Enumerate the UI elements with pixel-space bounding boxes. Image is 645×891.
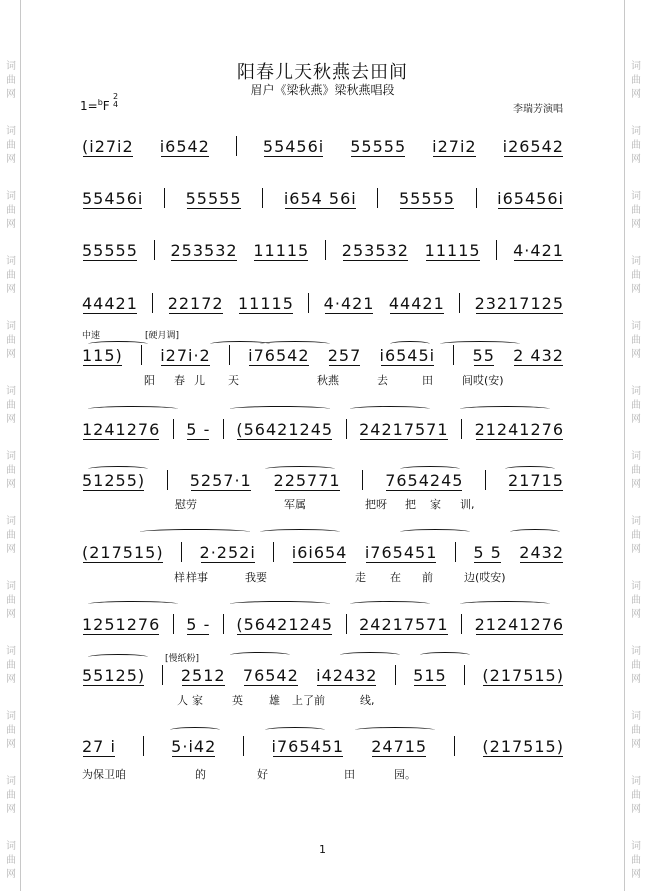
bar-line (262, 188, 263, 208)
note-group: 24217571 (359, 419, 449, 439)
slur-mark (230, 652, 290, 658)
slur-mark (260, 341, 330, 347)
note-group: i654 56i (283, 188, 357, 208)
section-mark-1: [硬月调] (145, 331, 180, 341)
lyric-word: 把 (405, 498, 416, 511)
note-group: 11115 (253, 240, 310, 260)
watermark-char: 词 (6, 191, 16, 202)
key-flat: b (97, 98, 103, 107)
lyric-word: 样事 (186, 571, 208, 584)
note-group: 515 (413, 665, 447, 685)
slur-mark (230, 406, 330, 412)
watermark-char: 词 (6, 451, 16, 462)
watermark-char: 词 (631, 321, 641, 332)
note-group: 24217571 (359, 614, 449, 634)
lyric-word: 训, (460, 498, 475, 511)
watermark-char: 曲 (631, 400, 641, 411)
note-group: (217515) (482, 736, 564, 756)
watermark-char: 曲 (6, 205, 16, 216)
lyric-word: 家 (192, 694, 203, 707)
lyric-line (82, 569, 564, 583)
watermark-char: 曲 (631, 595, 641, 606)
bar-line (173, 419, 174, 439)
note-group: (56421245 (236, 419, 334, 439)
lyric-line (82, 766, 564, 780)
bar-line (453, 345, 454, 365)
bar-line (308, 293, 309, 313)
slur-mark (510, 529, 560, 535)
slur-mark (460, 601, 550, 607)
watermark-char: 词 (6, 386, 16, 397)
note-group: 2512 (180, 665, 226, 685)
note-group: 76542 (242, 665, 299, 685)
notation-row (82, 188, 564, 208)
slur-mark (350, 406, 430, 412)
lyric-word: 田 (344, 768, 355, 781)
watermark-char: 曲 (6, 335, 16, 346)
watermark-char: 词 (6, 126, 16, 137)
notation-row (82, 419, 564, 439)
lyric-word: 秋燕 (317, 374, 339, 387)
lyric-word: 样 (174, 571, 185, 584)
note-group: 55555 (350, 136, 407, 156)
bar-line (476, 188, 477, 208)
note-group: i765451 (271, 736, 345, 756)
note-group: 5 - (186, 614, 211, 634)
lyric-word: 春 (174, 374, 185, 387)
note-group: i42432 (316, 665, 378, 685)
note-group: 5 5 (473, 542, 502, 562)
note-group: 44421 (82, 293, 138, 313)
note-group: 11115 (237, 293, 294, 313)
lyric-word: 上了前 (292, 694, 325, 707)
lyric-word: 好 (257, 768, 268, 781)
note-group: 24715 (371, 736, 428, 756)
lyric-word: 英 (232, 694, 243, 707)
slur-mark (88, 601, 178, 607)
lyric-word: 慰劳 (175, 498, 197, 511)
key-prefix: 1= (80, 99, 98, 113)
note-group: i27i·2 (160, 345, 211, 365)
bar-line (141, 345, 142, 365)
bar-line (223, 614, 224, 634)
slur-mark (340, 652, 400, 658)
lyric-word: 间哎(安) (462, 374, 504, 387)
watermark-char: 网 (6, 609, 16, 620)
watermark-char: 曲 (631, 75, 641, 86)
slur-mark (88, 341, 148, 347)
slur-mark (265, 727, 325, 733)
slur-mark (88, 406, 178, 412)
note-group: 55555 (398, 188, 455, 208)
lyric-word: 去 (377, 374, 388, 387)
note-group: 21241276 (474, 614, 564, 634)
note-group: 2 432 (513, 345, 564, 365)
watermark-char: 网 (6, 349, 16, 360)
watermark-char: 网 (631, 869, 641, 880)
meter-top: 2 (113, 92, 119, 101)
watermark-char: 曲 (6, 725, 16, 736)
watermark-char: 网 (631, 284, 641, 295)
note-group: i6545i (379, 345, 436, 365)
slur-mark (88, 654, 148, 660)
note-group: 23217125 (474, 293, 564, 313)
note-group: 51255) (82, 470, 146, 490)
bar-line (143, 736, 144, 756)
note-group: i765451 (364, 542, 438, 562)
watermark-char: 曲 (631, 790, 641, 801)
watermark-char: 网 (6, 804, 16, 815)
lyric-word: 边(哎安) (464, 571, 506, 584)
notation-row (82, 665, 564, 685)
watermark-char: 网 (6, 479, 16, 490)
watermark-char: 曲 (631, 140, 641, 151)
watermark-char: 网 (6, 219, 16, 230)
slur-mark (170, 727, 220, 733)
watermark-char: 词 (631, 841, 641, 852)
note-group: i27i2 (432, 136, 477, 156)
watermark-char: 网 (631, 414, 641, 425)
time-signature (113, 93, 118, 109)
slur-mark (355, 727, 435, 733)
watermark-char: 网 (631, 349, 641, 360)
bar-line (346, 614, 347, 634)
note-group: 4·421 (323, 293, 375, 313)
bar-line (229, 345, 230, 365)
bar-line (496, 240, 497, 260)
note-group: 253532 (341, 240, 409, 260)
notation-row (82, 614, 564, 634)
slur-mark (420, 652, 470, 658)
note-group: 11115 (424, 240, 481, 260)
watermark-char: 曲 (6, 140, 16, 151)
watermark-char: 网 (631, 609, 641, 620)
watermark-char: 词 (631, 581, 641, 592)
key-signature (80, 98, 110, 113)
watermark-char: 词 (631, 386, 641, 397)
lyric-word: 人 (177, 694, 188, 707)
note-group: 55 (472, 345, 495, 365)
watermark-char: 曲 (631, 660, 641, 671)
bar-line (162, 665, 163, 685)
slur-mark (440, 341, 520, 347)
bar-line (377, 188, 378, 208)
lyric-word: 为保卫咱 (82, 768, 126, 781)
watermark-char: 网 (6, 544, 16, 555)
bar-line (362, 470, 363, 490)
slur-mark (88, 466, 148, 472)
watermark-char: 曲 (6, 75, 16, 86)
note-group: 1251276 (82, 614, 161, 634)
watermark-char: 网 (631, 804, 641, 815)
slur-mark (350, 601, 430, 607)
watermark-char: 网 (631, 89, 641, 100)
lyric-word: 家 (430, 498, 441, 511)
watermark-char: 曲 (6, 660, 16, 671)
bar-line (173, 614, 174, 634)
notation-row (82, 542, 564, 562)
notation-row (82, 736, 564, 756)
note-group: 27 i (82, 736, 116, 756)
watermark-char: 曲 (631, 725, 641, 736)
slur-mark (400, 529, 470, 535)
watermark-char: 网 (631, 479, 641, 490)
bar-line (167, 470, 168, 490)
watermark-char: 词 (631, 256, 641, 267)
watermark-char: 曲 (6, 270, 16, 281)
watermark-char: 网 (6, 739, 16, 750)
note-group: 5257·1 (189, 470, 252, 490)
bar-line (454, 736, 455, 756)
bar-line (181, 542, 182, 562)
watermark-char: 词 (631, 451, 641, 462)
watermark-char: 词 (6, 321, 16, 332)
watermark-char: 网 (631, 219, 641, 230)
slur-mark (230, 601, 330, 607)
watermark-char: 词 (6, 516, 16, 527)
lyric-word: 雄 (269, 694, 280, 707)
lyric-line (82, 496, 564, 510)
watermark-char: 词 (6, 61, 16, 72)
bar-line (325, 240, 326, 260)
note-group: 44421 (388, 293, 445, 313)
lyric-word: 线, (360, 694, 375, 707)
watermark-char: 曲 (6, 400, 16, 411)
watermark-char: 曲 (6, 530, 16, 541)
lyric-word: 军属 (284, 498, 306, 511)
watermark-char: 词 (631, 191, 641, 202)
lyric-word: 儿 (194, 374, 205, 387)
slur-mark (505, 466, 555, 472)
note-group: i6542 (159, 136, 210, 156)
note-group: 21715 (508, 470, 564, 490)
lyric-word: 的 (195, 768, 206, 781)
watermark-char: 曲 (6, 855, 16, 866)
watermark-char: 网 (6, 284, 16, 295)
notation-row (82, 240, 564, 260)
bar-line (459, 293, 460, 313)
watermark-char: 网 (6, 674, 16, 685)
watermark-char: 网 (6, 869, 16, 880)
notation-row (82, 470, 564, 490)
watermark-char: 词 (631, 516, 641, 527)
lyric-word: 园。 (394, 768, 416, 781)
watermark-char: 曲 (6, 595, 16, 606)
note-group: 253532 (170, 240, 238, 260)
watermark-char: 网 (631, 739, 641, 750)
slur-mark (140, 529, 250, 535)
note-group: (217515) (482, 665, 564, 685)
note-group: (217515) (82, 542, 164, 562)
watermark-column-left (2, 0, 20, 891)
bar-line (461, 419, 462, 439)
watermark-char: 曲 (631, 335, 641, 346)
watermark-char: 词 (631, 646, 641, 657)
bar-line (455, 542, 456, 562)
slur-mark (460, 406, 550, 412)
watermark-char: 词 (6, 646, 16, 657)
watermark-char: 词 (6, 776, 16, 787)
watermark-char: 词 (6, 711, 16, 722)
note-group: (56421245 (236, 614, 334, 634)
note-group: 2·252i (199, 542, 256, 562)
lyric-word: 田 (422, 374, 433, 387)
lyric-word: 阳 (144, 374, 155, 387)
watermark-char: 曲 (631, 205, 641, 216)
watermark-char: 词 (6, 841, 16, 852)
tempo-mark: 中速 (82, 331, 101, 341)
watermark-char: 网 (631, 154, 641, 165)
lyric-word: 把呀 (365, 498, 387, 511)
watermark-char: 曲 (631, 465, 641, 476)
watermark-char: 网 (6, 89, 16, 100)
note-group: i76542 (248, 345, 310, 365)
note-group: i65456i (497, 188, 564, 208)
note-group: 115) (82, 345, 123, 365)
watermark-char: 曲 (6, 465, 16, 476)
watermark-char: 网 (6, 414, 16, 425)
lyric-line (82, 692, 564, 706)
notation-row (82, 136, 564, 156)
watermark-column-right (627, 0, 645, 891)
section-mark-2: [慢纸粉] (165, 654, 200, 664)
watermark-char: 网 (6, 154, 16, 165)
watermark-char: 词 (631, 776, 641, 787)
bar-line (154, 240, 155, 260)
lyric-word: 我要 (245, 571, 267, 584)
bar-line (395, 665, 396, 685)
bar-line (243, 736, 244, 756)
watermark-char: 网 (631, 674, 641, 685)
bar-line (223, 419, 224, 439)
note-group: 7654245 (385, 470, 464, 490)
singer-credit: 李瑞芳演唱 (513, 104, 563, 115)
watermark-char: 词 (631, 126, 641, 137)
song-title: 阳春儿天秋燕去田间 (237, 62, 408, 83)
watermark-char: 网 (631, 544, 641, 555)
note-group: 21241276 (474, 419, 564, 439)
slur-mark (400, 466, 460, 472)
note-group: 55125) (82, 665, 146, 685)
lyric-word: 在 (390, 571, 401, 584)
bar-line (152, 293, 153, 313)
note-group: 55555 (82, 240, 138, 260)
left-margin-line (20, 0, 21, 891)
note-group: (i27i2 (82, 136, 134, 156)
bar-line (164, 188, 165, 208)
bar-line (346, 419, 347, 439)
note-group: i26542 (502, 136, 564, 156)
song-subtitle: 眉户《梁秋燕》梁秋燕唱段 (250, 83, 395, 97)
note-group: 5 - (186, 419, 211, 439)
note-group: 55555 (185, 188, 242, 208)
note-group: 55456i (82, 188, 144, 208)
note-group: 55456i (262, 136, 325, 156)
lyric-line (82, 372, 564, 386)
note-group: 1241276 (82, 419, 161, 439)
watermark-char: 词 (631, 711, 641, 722)
lyric-word: 前 (422, 571, 433, 584)
watermark-char: 词 (6, 256, 16, 267)
lyric-word: 天 (228, 374, 239, 387)
key-note: F (102, 99, 110, 113)
note-group: 2432 (519, 542, 564, 562)
slur-mark (390, 341, 430, 347)
watermark-char: 曲 (631, 530, 641, 541)
note-group: 225771 (273, 470, 341, 490)
note-group: 257 (327, 345, 362, 365)
note-group: 5·i42 (171, 736, 217, 756)
bar-line (461, 614, 462, 634)
watermark-char: 词 (6, 581, 16, 592)
watermark-char: 词 (631, 61, 641, 72)
slur-mark (260, 529, 340, 535)
notation-row (82, 345, 564, 365)
slur-mark (265, 466, 335, 472)
right-margin-line (624, 0, 625, 891)
watermark-char: 曲 (631, 855, 641, 866)
bar-line (485, 470, 486, 490)
bar-line (236, 136, 237, 156)
note-group: i6i654 (291, 542, 348, 562)
page-number: 1 (319, 843, 326, 856)
bar-line (273, 542, 274, 562)
meter-bottom: 4 (113, 100, 119, 109)
watermark-char: 曲 (631, 270, 641, 281)
lyric-word: 走 (355, 571, 366, 584)
notation-row (82, 293, 564, 313)
watermark-char: 曲 (6, 790, 16, 801)
bar-line (464, 665, 465, 685)
note-group: 4·421 (513, 240, 564, 260)
note-group: 22172 (167, 293, 224, 313)
